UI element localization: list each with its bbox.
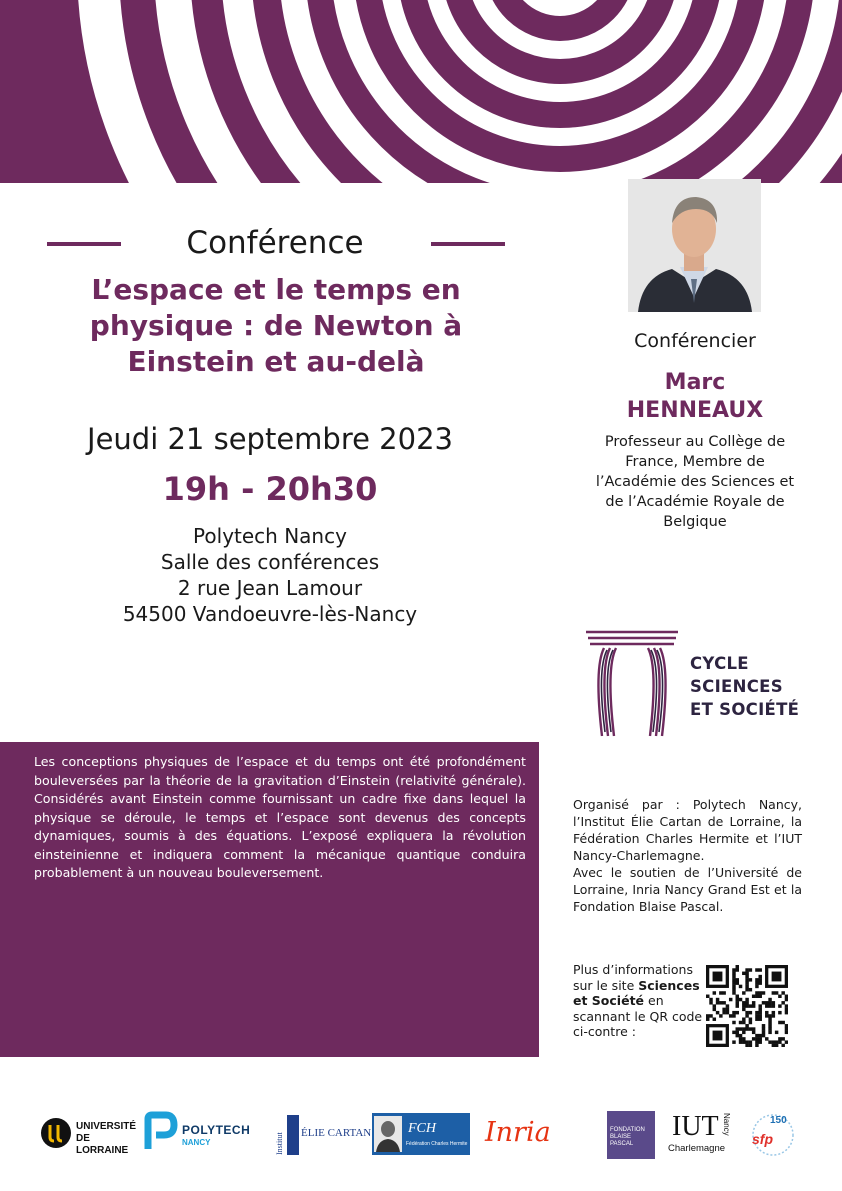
polytech-mark-icon — [142, 1111, 178, 1151]
ul-line: UNIVERSITÉ — [76, 1121, 137, 1132]
logo-polytech-nancy — [142, 1111, 266, 1155]
speaker-role: Conférencier — [634, 330, 756, 352]
speaker-portrait — [628, 179, 761, 312]
fbp-line: FONDATION — [610, 1127, 645, 1133]
talk-title-line: Einstein et au-delà — [127, 345, 425, 378]
speaker-name — [590, 369, 800, 425]
section-label: Conférence — [186, 225, 364, 261]
logo-iut-charlemagne — [668, 1111, 734, 1161]
talk-title-line: physique : de Newton à — [89, 309, 463, 342]
header-banner — [0, 0, 842, 183]
more-info-suffix: en scannant le QR code ci-contre : — [573, 993, 703, 1039]
more-info-prefix: Plus d’informations sur le site — [573, 962, 693, 993]
abstract-text: Les conceptions physiques de l’espace et du temps ont été profondément bouleversées par la théorie de la gravitation d’Einstein (relativité générale). Considérés avant Einstein comme fournissant un cadre fixe dans lequel la physique se déroule, le temps et l’espace sont devenus des concepts dynamiques, soumis à des équations. L’exposé expliquera la révolution einsteinienne et indiquera comment la mécanique quantique conduira probablement à un nouveau bouleversement. — [34, 754, 526, 880]
logo-institut-elie-cartan — [275, 1113, 372, 1155]
logo-fondation-blaise-pascal — [607, 1111, 655, 1159]
qr-code-graphic — [706, 965, 788, 1047]
event-venue — [20, 523, 520, 627]
elie-cartan-bar — [287, 1115, 299, 1155]
fch-initials: FCH — [408, 1121, 436, 1136]
arch-icon — [582, 628, 682, 738]
iut-name: IUT — [672, 1111, 719, 1142]
speaker-bio: Professeur au Collège de France, Membre de l’Académie des Sciences et de l’Académie Royale de Belgique — [595, 434, 795, 530]
more-info — [573, 962, 703, 1040]
logo-inria: Inria — [485, 1117, 551, 1148]
iut-side: Nancy — [722, 1113, 731, 1136]
ul-line: DE LORRAINE — [76, 1133, 129, 1156]
cycle-line: ET SOCIÉTÉ — [690, 700, 800, 719]
ul-mark-icon — [40, 1117, 72, 1149]
qr-code[interactable] — [706, 965, 788, 1047]
sfp-name: sfp — [752, 1131, 773, 1147]
polytech-name: POLYTECH — [182, 1123, 251, 1137]
cycle-line: CYCLE — [690, 654, 749, 673]
sponsors-text: Avec le soutien de l’Université de Lorraine, Inria Nancy Grand Est et la Fondation Blaise Pascal. — [573, 865, 802, 914]
venue-line: 2 rue Jean Lamour — [177, 576, 363, 600]
cycle-logo-icon — [582, 628, 682, 738]
talk-title-line: L’espace et le temps en — [91, 273, 461, 306]
elie-cartan-name: ÉLIE CARTAN — [301, 1127, 372, 1139]
event-date: Jeudi 21 septembre 2023 — [87, 422, 453, 456]
title-rule-right — [431, 242, 505, 246]
logo-fch — [372, 1113, 470, 1155]
fch-name: Fédération Charles Hermite — [406, 1141, 468, 1147]
event-time: 19h - 20h30 — [162, 470, 378, 508]
speaker-photo — [628, 179, 761, 312]
hermite-portrait-icon — [374, 1116, 402, 1152]
venue-line: Salle des conférences — [160, 550, 380, 574]
talk-title — [50, 272, 502, 380]
organizers-text: Organisé par : Polytech Nancy, l’Institut Élie Cartan de Lorraine, la Fédération Charles Hermite et l’IUT Nancy-Charlemagne. — [573, 797, 802, 863]
title-rule-left — [47, 242, 121, 246]
polytech-sub: NANCY — [182, 1138, 211, 1147]
logo-sfp-150 — [745, 1113, 801, 1157]
speaker-last-name: HENNEAUX — [626, 398, 764, 423]
more-info-site: Sciences et Société — [573, 977, 700, 1008]
speaker-first-name: Marc — [664, 370, 726, 395]
fbp-line: BLAISE — [610, 1134, 632, 1140]
venue-line: 54500 Vandoeuvre-lès-Nancy — [122, 602, 418, 626]
organizers — [573, 796, 802, 915]
partner-logos — [0, 1105, 842, 1165]
cycle-title — [690, 652, 799, 721]
fbp-line: PASCAL — [610, 1141, 634, 1147]
sfp-number: 150 — [770, 1115, 787, 1126]
iut-sub: Charlemagne — [668, 1143, 726, 1154]
institut-label: Institut — [275, 1132, 284, 1155]
concentric-rings-graphic — [0, 0, 842, 183]
venue-line: Polytech Nancy — [193, 524, 347, 548]
cycle-line: SCIENCES — [690, 677, 783, 696]
logo-universite-lorraine — [40, 1117, 140, 1156]
